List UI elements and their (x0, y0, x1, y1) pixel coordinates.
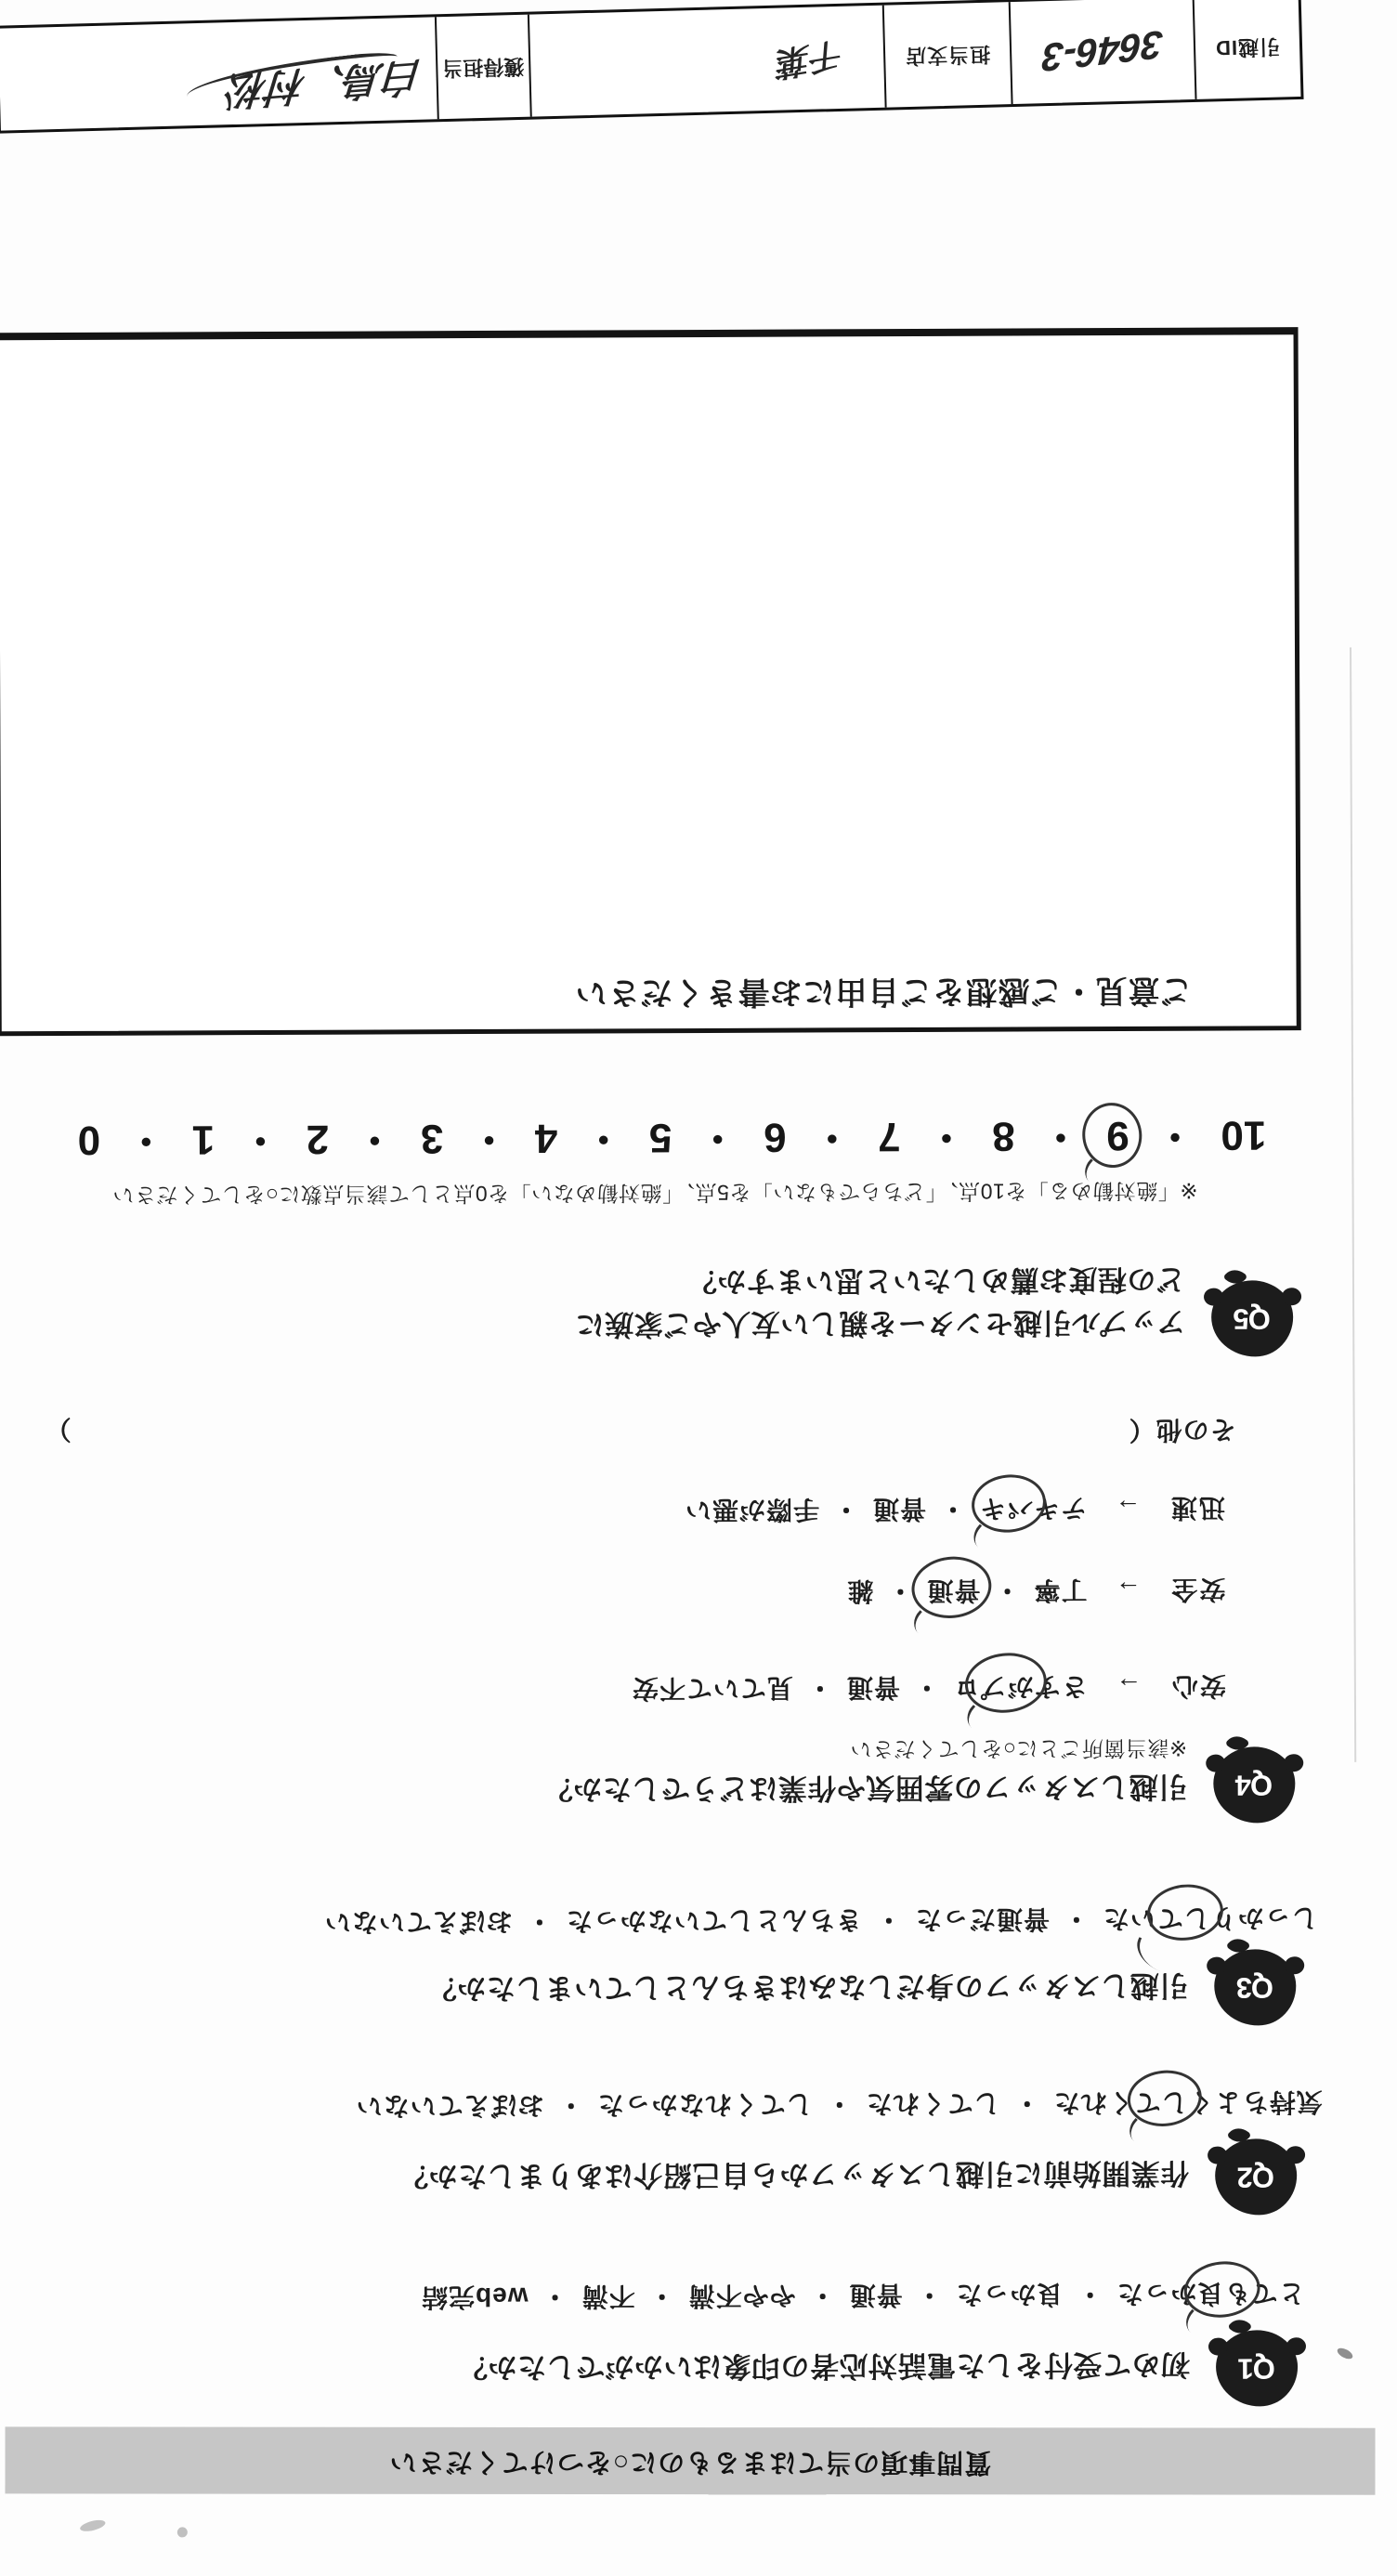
q4-row1-option-circled (953, 1671, 1088, 1702)
separator: ・ (525, 1906, 553, 1936)
header-bar (5, 2426, 1375, 2494)
row-label: 迅速 (1169, 1493, 1226, 1523)
scan-speck (79, 2518, 107, 2534)
handwritten-moving-id: 3646-3 (1040, 21, 1165, 81)
separator: ・ (912, 1672, 941, 1702)
cell-branch-value (529, 6, 887, 117)
scale-1: 1 (191, 1117, 215, 1163)
option-label: 普通 (845, 1673, 900, 1703)
q5-badge (1211, 1280, 1293, 1356)
option-label: 気持ちよくしてくれた (1052, 2087, 1323, 2118)
handwritten-branch: 千葉 (775, 33, 848, 84)
q2-badge (1215, 2138, 1297, 2215)
scan-line-artifact (1350, 647, 1356, 1762)
separator: ・ (354, 1116, 396, 1162)
separator: ・ (1039, 1113, 1082, 1159)
q4-question: 引越しスタッフの雰囲気や作業はどうでしたか？ (543, 1770, 1188, 1806)
scan-speck (177, 2527, 188, 2537)
cell-moving-id-label (1195, 0, 1301, 99)
scale-6: 6 (763, 1114, 787, 1160)
handwritten-circle (1125, 2067, 1205, 2130)
option-label: テキパキ (979, 1494, 1088, 1523)
separator: ・ (811, 1114, 853, 1160)
separator: ・ (874, 1905, 902, 1935)
separator: ・ (1154, 1112, 1196, 1158)
separator: ・ (468, 1115, 510, 1162)
separator: ・ (831, 1495, 860, 1524)
separator: ・ (925, 1113, 967, 1159)
option-label: 普通 (872, 1494, 927, 1524)
comment-box-title: ご意見・ご感想をご自由にお書きください (574, 972, 1193, 1011)
scale-4: 4 (534, 1115, 558, 1161)
other-label: その他 (1155, 1415, 1236, 1445)
comment-box (0, 327, 1301, 1036)
row-label: 安心 (1169, 1671, 1226, 1701)
option-label: さすがプロ (952, 1672, 1089, 1702)
q4-other-row (1129, 1414, 1236, 1445)
handwritten-circle (1144, 1880, 1226, 1944)
q4-other-paren-close: ） (44, 1414, 72, 1445)
option-label: 見ていて不安 (631, 1673, 793, 1704)
q5-score-scale (77, 1111, 1266, 1163)
scale-5: 5 (648, 1115, 672, 1161)
q2-badge-label: Q2 (1237, 2161, 1274, 2194)
handwritten-circle (969, 1471, 1049, 1536)
q4-row-jinsoku (685, 1492, 1225, 1524)
option-label: 手際が悪い (684, 1495, 820, 1525)
separator: ・ (541, 2282, 568, 2311)
option-label: とても良かった (1116, 2279, 1305, 2309)
q3-badge-label: Q3 (1236, 1971, 1274, 2005)
q5-badge-label: Q5 (1234, 1302, 1271, 1336)
option-label: してくれなかった (596, 2089, 813, 2120)
arrow-icon: → (1116, 1671, 1142, 1702)
option-label: してくれた (865, 2088, 1000, 2119)
option-label: きちんとしていなかった (565, 1905, 862, 1936)
option-label: 丁寧 (1033, 1576, 1088, 1605)
option-label: 普通 (848, 2281, 903, 2310)
option-label: 普通 (926, 1576, 981, 1605)
scale-2: 2 (306, 1116, 330, 1162)
scale-0: 0 (77, 1117, 101, 1163)
q5-note: ※「絶対勧める」を10点、「どちらでもない」を5点、「絶対勧めない」を0点として該当点数に○をしてください (111, 1178, 1198, 1208)
separator: ・ (1012, 2088, 1040, 2118)
q2-question: 作業開始前に引越しスタッフから自己紹介はありましたか？ (398, 2156, 1190, 2193)
option-label: おぼえていない (355, 2090, 544, 2121)
q3-question: 引越しスタッフの身だしなみはきちんとしていましたか？ (427, 1968, 1189, 2006)
option-label: 不満 (581, 2282, 635, 2311)
branch-label: 担当支店 (904, 42, 991, 68)
q1-badge-label: Q1 (1238, 2352, 1275, 2386)
q2-option-circled (1053, 2086, 1323, 2117)
q4-badge (1213, 1746, 1295, 1823)
scale-7: 7 (877, 1114, 901, 1160)
q3-option-circled (1103, 1903, 1318, 1933)
handwritten-circle (1079, 1100, 1145, 1171)
row-label: 安全 (1169, 1575, 1226, 1604)
separator: ・ (915, 2280, 943, 2309)
q4-badge-label: Q4 (1235, 1769, 1273, 1802)
q1-badge (1216, 2330, 1298, 2406)
scale-10: 10 (1221, 1112, 1267, 1158)
separator: ・ (582, 1115, 624, 1161)
option-label: 良かった (955, 2280, 1064, 2309)
cell-staff-label (437, 15, 532, 120)
handwritten-circle (908, 1552, 995, 1622)
separator: ・ (1062, 1904, 1090, 1934)
cell-branch-label (884, 2, 1013, 108)
separator: ・ (993, 1576, 1021, 1605)
q4-row3-option-circled (979, 1493, 1087, 1523)
separator: ・ (939, 1494, 967, 1523)
separator: ・ (125, 1117, 167, 1163)
arrow-icon: → (1115, 1493, 1142, 1523)
option-label: 雑 (846, 1576, 874, 1606)
handwritten-circle (962, 1649, 1050, 1717)
separator: ・ (647, 2282, 675, 2311)
q5-question-line1: アップル引越センターを親しい友人やご家族に (575, 1305, 1186, 1341)
q5-question-line2: どの程度お薦めしたいと思いますか？ (687, 1262, 1186, 1299)
paren-open: （ (1128, 1415, 1155, 1445)
option-label: やや不満 (687, 2281, 796, 2311)
q3-options (324, 1903, 1318, 1937)
option-label: 普通だった (914, 1904, 1051, 1934)
separator: ・ (556, 2090, 584, 2120)
separator: ・ (808, 2281, 836, 2310)
handwritten-circle (1182, 2257, 1263, 2321)
q4-row-anzen (846, 1574, 1225, 1605)
cell-moving-id-value (1011, 0, 1197, 104)
q4-row2-option-circled (926, 1575, 980, 1604)
separator: ・ (886, 1576, 914, 1606)
q3-badge (1214, 1949, 1296, 2025)
scale-9-circled (1106, 1111, 1129, 1158)
scan-speck (1336, 2346, 1354, 2360)
footer-table (0, 0, 1304, 134)
header-bar-title: 質問事項の当てはまるものに○をつけてください (388, 2446, 992, 2478)
option-label: web完結 (421, 2282, 529, 2312)
q1-options (421, 2278, 1305, 2311)
option-label: おぼえていない (323, 1906, 513, 1937)
cell-staff-value (0, 17, 439, 130)
separator: ・ (825, 2089, 853, 2119)
scale-9: 9 (1106, 1112, 1129, 1159)
scale-8: 8 (992, 1113, 1015, 1159)
moving-id-label: 引越ID (1214, 34, 1281, 59)
option-label: しっかりしていた (1102, 1903, 1319, 1934)
q1-question: 初めて受付をした電話対応者の印象はいかがでしたか？ (458, 2347, 1191, 2385)
q4-note: ※該当箇所ごとに○をしてください (849, 1735, 1188, 1762)
q2-options (356, 2086, 1323, 2121)
q4-row-anshin (632, 1670, 1226, 1703)
handwritten-staff-names: 白鳥、村松 (227, 53, 424, 113)
separator: ・ (697, 1114, 738, 1161)
arrow-icon: → (1115, 1575, 1142, 1605)
separator: ・ (1076, 2280, 1103, 2309)
scale-3: 3 (420, 1116, 444, 1162)
q1-option-circled (1116, 2278, 1305, 2308)
staff-label: 獲得担当 (442, 54, 525, 80)
separator: ・ (240, 1116, 281, 1163)
separator: ・ (805, 1673, 833, 1703)
